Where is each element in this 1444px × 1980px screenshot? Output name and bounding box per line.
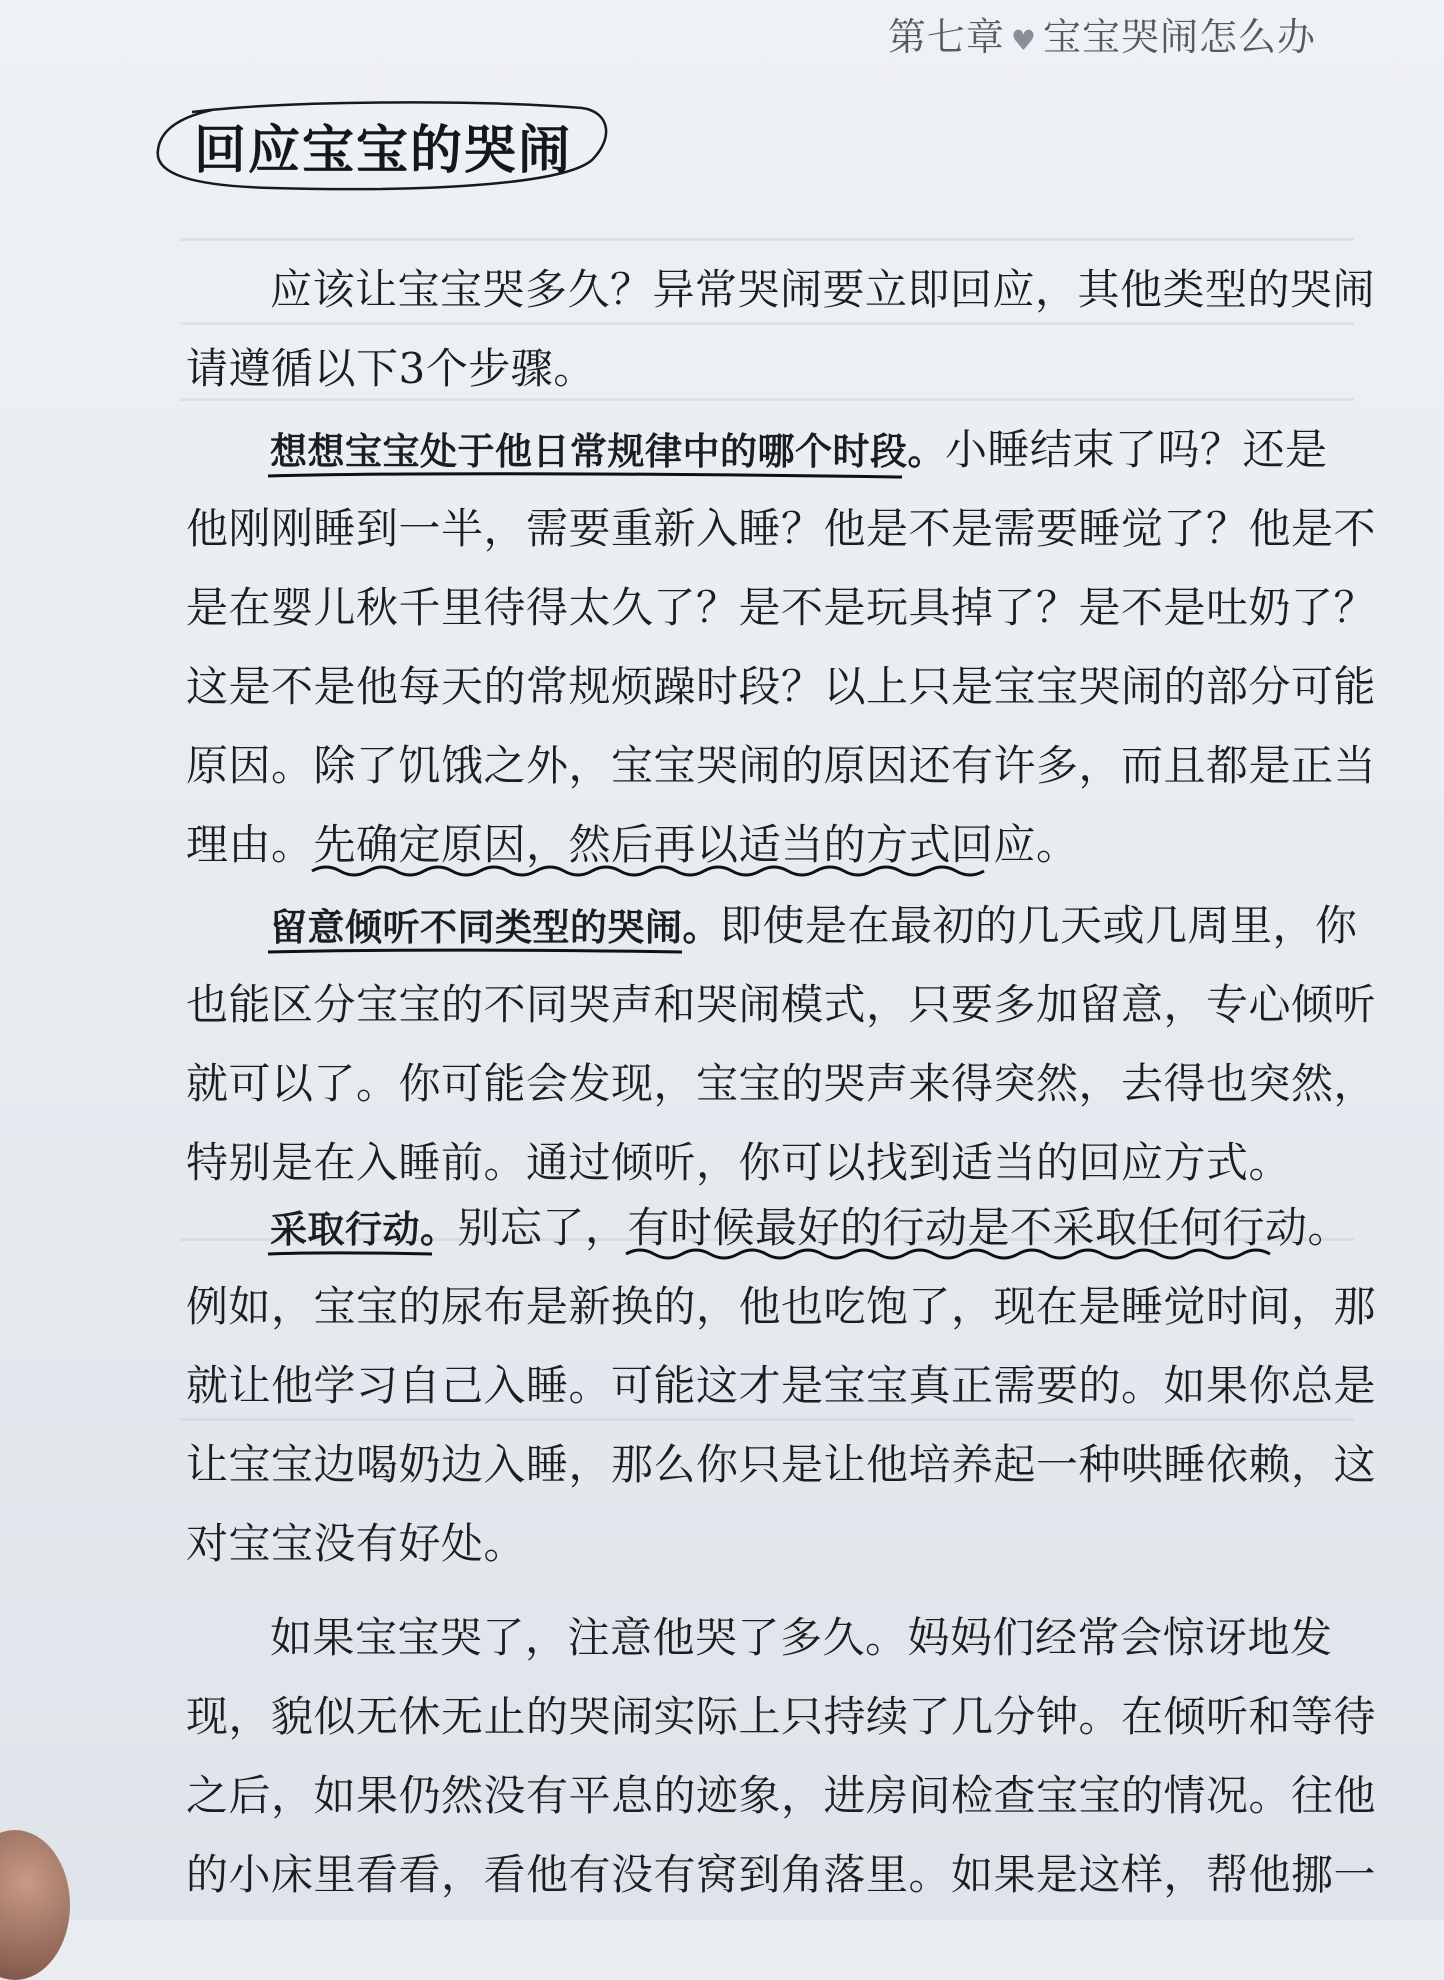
- pen-underline: [266, 946, 686, 958]
- text-line: 就让他学习自己入睡。可能这才是宝宝真正需要的。如果你总是: [186, 1361, 1377, 1410]
- step-heading: 留意倾听不同类型的哭闹。: [270, 906, 720, 949]
- text-line: 对宝宝没有好处。: [186, 1519, 527, 1568]
- text-segment: 。: [1036, 820, 1079, 869]
- text-line: 这是不是他每天的常规烦躁时段？以上只是宝宝哭闹的部分可能: [186, 662, 1377, 711]
- text-line: 就可以了。你可能会发现，宝宝的哭声来得突然，去得也突然，: [186, 1059, 1377, 1108]
- text-line: 他刚刚睡到一半，需要重新入睡？他是不是需要睡觉了？他是不: [186, 504, 1377, 553]
- emphasized-text: 有时候最好的行动是不采取任何行动: [627, 1203, 1308, 1252]
- show-through-line: [180, 238, 1354, 241]
- paragraph-step-2: [186, 886, 1377, 1202]
- step-heading: 想想宝宝处于他日常规律中的哪个时段。: [270, 430, 945, 473]
- heart-icon: ♥: [1010, 24, 1037, 57]
- text-segment: 小睡结束了吗？还是: [945, 425, 1328, 474]
- text-line: 的小床里看看，看他有没有窝到角落里。如果是这样，帮他挪一: [186, 1850, 1377, 1899]
- thumb-photo-edge: [0, 1830, 70, 1980]
- chapter-number: 第七章: [887, 15, 1005, 59]
- text-line: 之后，如果仍然没有平息的迹象，进房间检查宝宝的情况。往他: [186, 1771, 1377, 1820]
- wavy-underlined-text: [314, 805, 1037, 884]
- text-line: 特别是在入睡前。通过倾听，你可以找到适当的回应方式。: [186, 1138, 1292, 1187]
- pen-underline: [266, 1248, 436, 1260]
- wavy-pen-underline: [624, 1246, 1274, 1262]
- paragraph-step-3: [186, 1188, 1377, 1583]
- wavy-pen-underline: [310, 863, 990, 879]
- text-line: 让宝宝边喝奶边入睡，那么你只是让他培养起一种哄睡依赖，这: [186, 1440, 1377, 1489]
- running-header: [888, 6, 1316, 61]
- paragraph-step-1: [186, 410, 1377, 884]
- text-line: 是在婴儿秋千里待得太久了？是不是玩具掉了？是不是吐奶了？: [186, 583, 1377, 632]
- text-line: [186, 410, 1328, 489]
- text-segment: 即使是在最初的几天或几周里，你: [720, 901, 1358, 950]
- text-line: [186, 886, 1358, 965]
- chapter-title: 宝宝哭闹怎么办: [1042, 15, 1316, 59]
- wavy-underlined-text: [628, 1188, 1308, 1267]
- text-line: 也能区分宝宝的不同哭声和哭闹模式，只要多加留意，专心倾听: [186, 980, 1377, 1029]
- step-heading: 采取行动。: [270, 1208, 458, 1251]
- text-segment: 。: [1307, 1203, 1351, 1252]
- text-line: 应该让宝宝哭多久？异常哭闹要立即回应，其他类型的哭闹: [270, 265, 1376, 314]
- pen-underline: [266, 470, 906, 482]
- text-line: [186, 805, 1306, 884]
- step-heading-underlined: [270, 412, 945, 491]
- emphasized-text: 先确定原因，然后再以适当的方式回应: [313, 820, 1037, 869]
- text-line: 原因。除了饥饿之外，宝宝哭闹的原因还有许多，而且都是正当: [186, 741, 1377, 790]
- text-line: 现，貌似无休无止的哭闹实际上只持续了几分钟。在倾听和等待: [186, 1692, 1377, 1741]
- text-segment: 别忘了，: [457, 1203, 628, 1252]
- text-line: 请遵循以下3个步骤。: [186, 344, 596, 393]
- text-line: [186, 1188, 1351, 1267]
- section-title-block: [152, 98, 612, 198]
- text-segment: 理由。: [186, 820, 314, 869]
- text-line: 如果宝宝哭了，注意他哭了多久。妈妈们经常会惊讶地发: [270, 1613, 1333, 1662]
- paragraph-intro: [186, 250, 1376, 408]
- paragraph-duration: [186, 1598, 1377, 1914]
- text-line: 例如，宝宝的尿布是新换的，他也吃饱了，现在是睡觉时间，那: [186, 1282, 1377, 1331]
- section-title: 回应宝宝的哭闹: [194, 121, 573, 181]
- step-heading-underlined: [270, 888, 720, 967]
- step-heading-underlined: [270, 1190, 458, 1269]
